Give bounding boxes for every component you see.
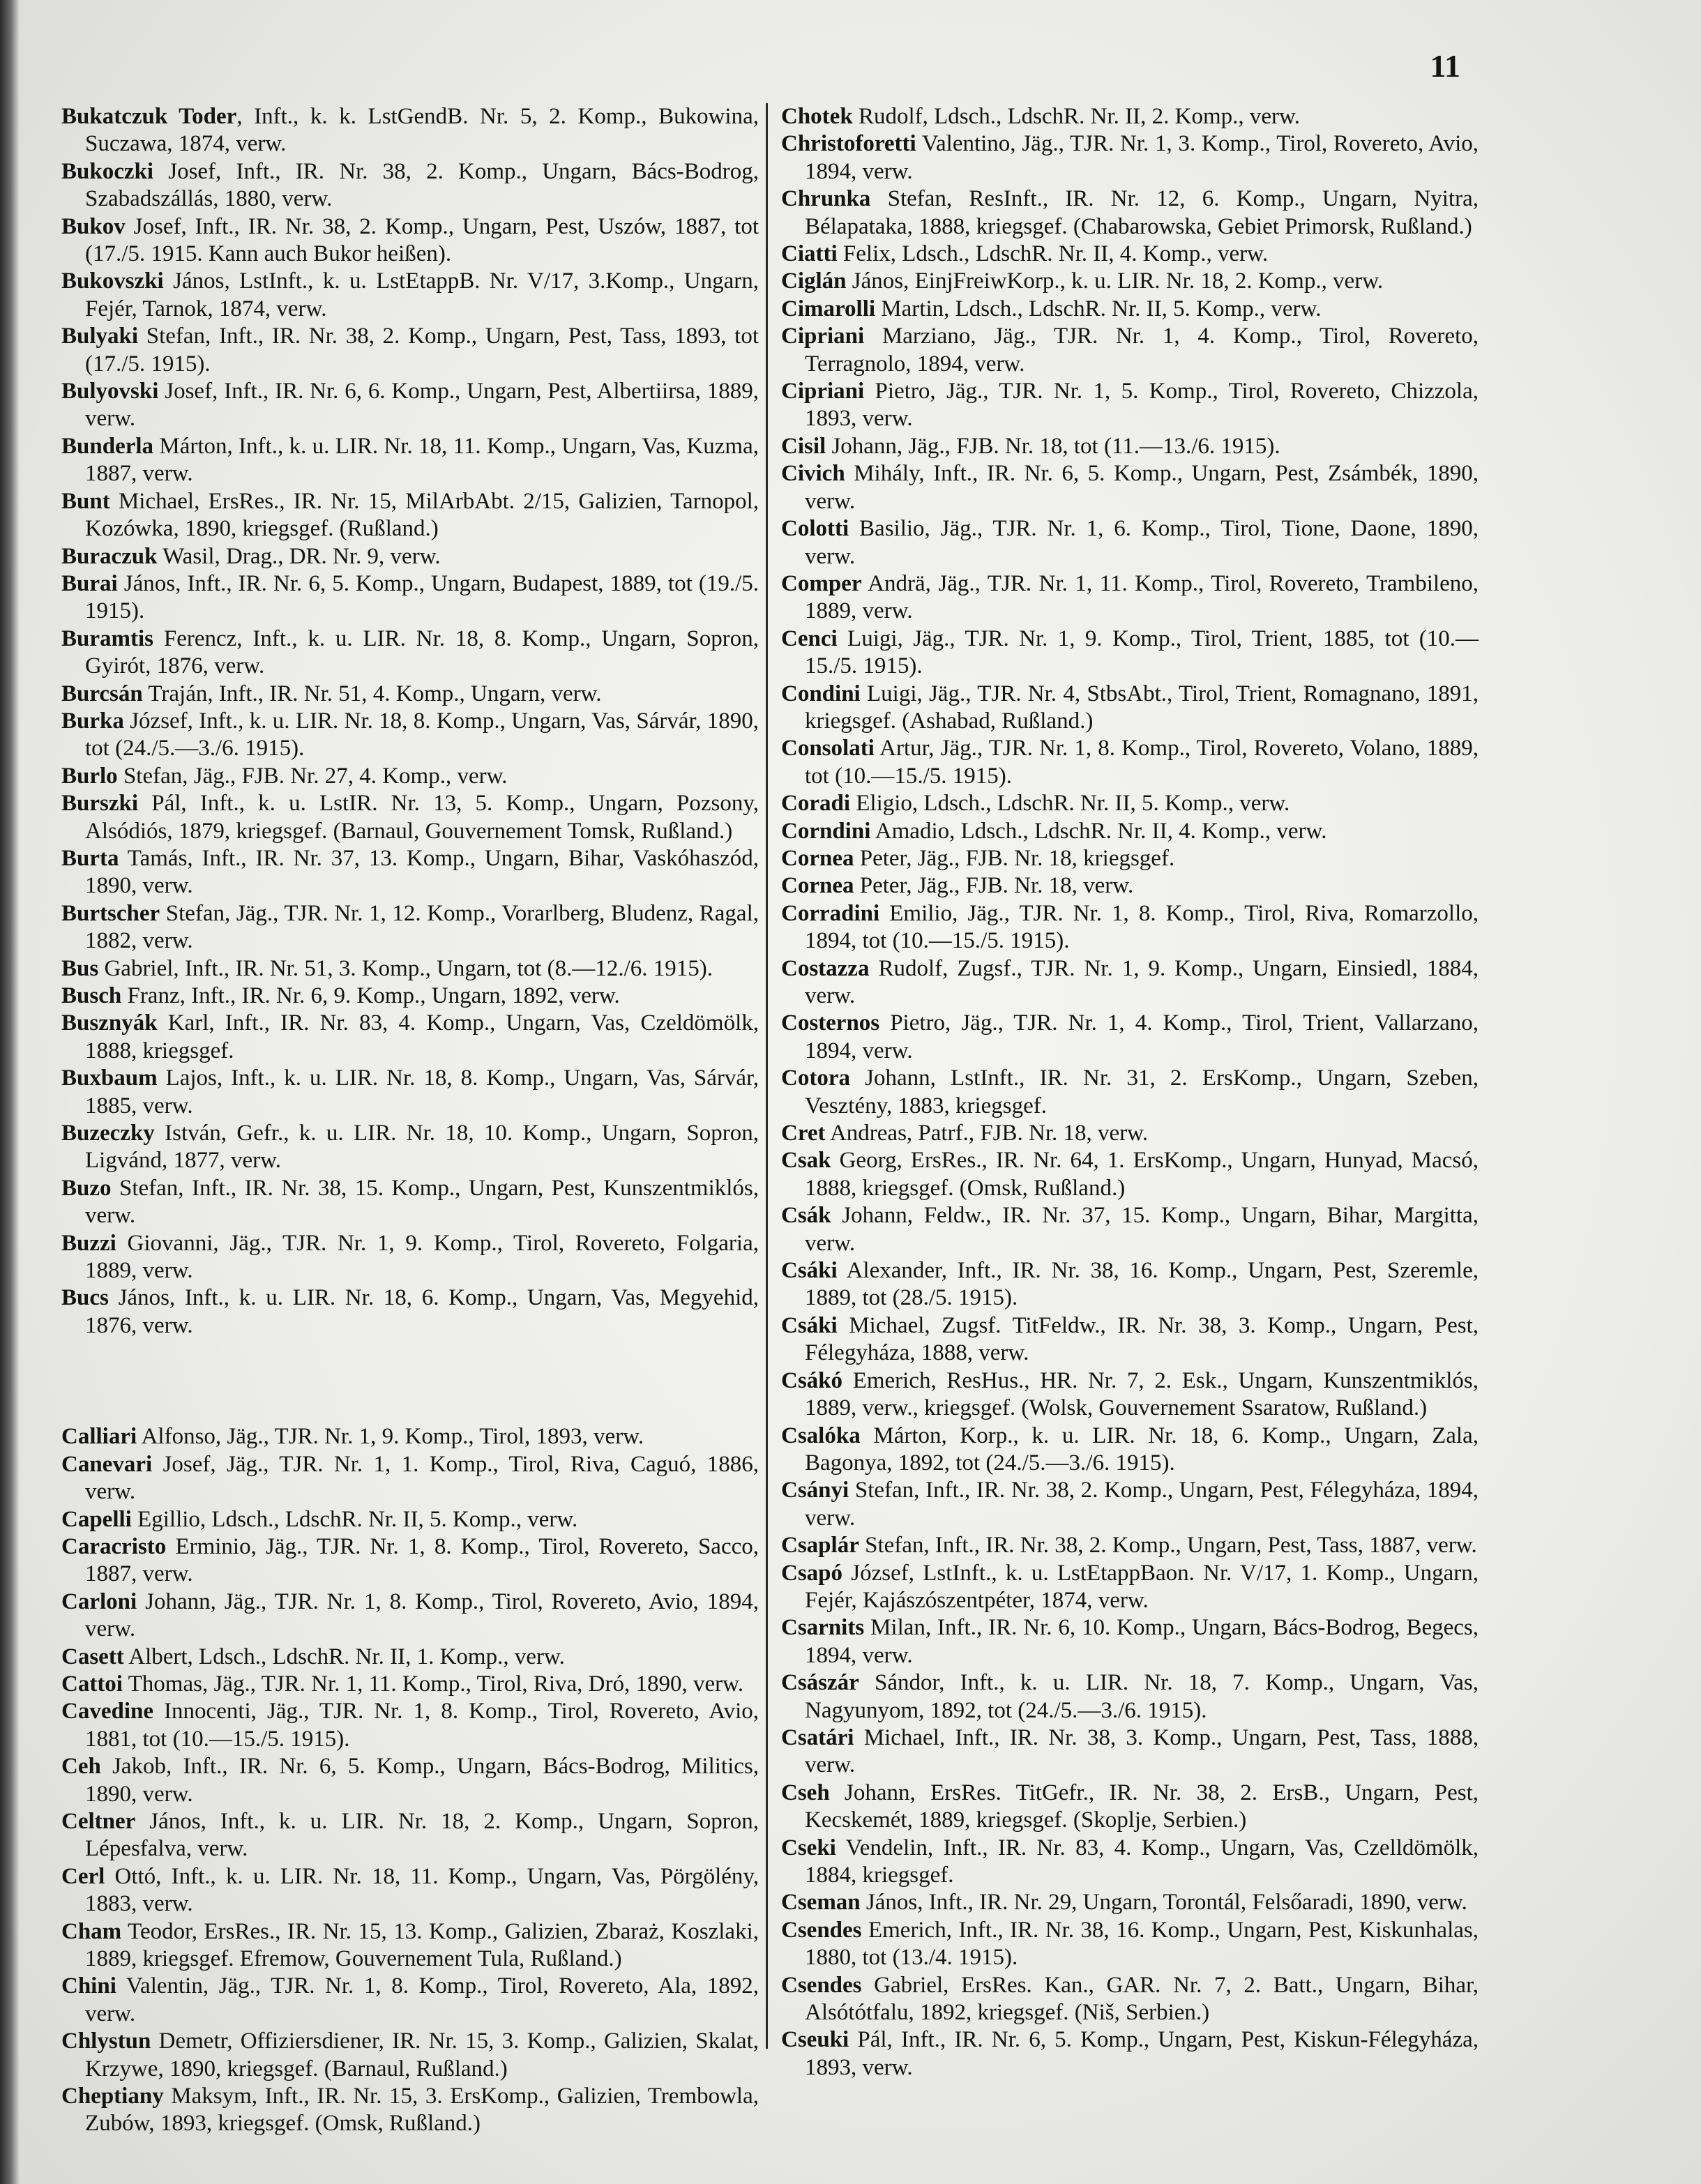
entry-surname: Csalóka — [781, 1423, 861, 1448]
list-entry — [61, 1120, 759, 1175]
entry-details: Pietro, Jäg., TJR. Nr. 1, 4. Komp., Tirol, Trient, Vallarzano, 1894, verw. — [805, 1010, 1479, 1063]
entry-details: Pál, Inft., IR. Nr. 6, 5. Komp., Ungarn, Pest, Kiskun-Félegyháza, 1893, verw. — [805, 2027, 1479, 2080]
entry-surname: Bukov — [61, 213, 126, 239]
list-entry — [781, 1120, 1479, 1147]
list-entry — [61, 708, 759, 763]
entry-surname: Cerl — [61, 1863, 105, 1889]
list-entry — [781, 323, 1479, 378]
entry-details: Luigi, Jäg., TJR. Nr. 1, 9. Komp., Tirol, Trient, 1885, tot (10.—15./5. 1915). — [805, 625, 1479, 679]
entry-details: Emerich, ResHus., HR. Nr. 7, 2. Esk., Ungarn, Kunszentmiklós, 1889, verw., kriegsgef. (Wolsk, Gouvernement Ssaratow, Rußland.) — [805, 1367, 1479, 1421]
list-entry — [61, 1423, 759, 1450]
list-entry — [781, 818, 1479, 845]
entry-details: Giovanni, Jäg., TJR. Nr. 1, 9. Komp., Tirol, Rovereto, Folgaria, 1889, verw. — [85, 1230, 759, 1284]
right-column-entries — [781, 103, 1479, 2081]
list-entry — [61, 1698, 759, 1753]
entry-surname: Comper — [781, 570, 862, 596]
entry-details: Maksym, Inft., IR. Nr. 15, 3. ErsKomp., Galizien, Trembowla, Zubów, 1893, kriegsgef. (Omsk, Rußland.) — [85, 2084, 759, 2137]
entry-details: Martin, Ldsch., LdschR. Nr. II, 5. Komp., verw. — [875, 296, 1322, 321]
entry-details: József, Inft., k. u. LIR. Nr. 18, 8. Komp., Ungarn, Vas, Sárvár, 1890, tot (24./5.—3./6. 1915). — [85, 708, 759, 761]
entry-details: Stefan, Inft., IR. Nr. 38, 2. Komp., Ungarn, Pest, Félegyháza, 1894, verw. — [805, 1478, 1479, 1531]
entry-surname: Chrunka — [781, 186, 871, 212]
list-entry — [61, 790, 759, 845]
list-entry — [781, 515, 1479, 570]
entry-details: , Inft., k. k. LstGendB. Nr. 5, 2. Komp., Bukowina, Suczawa, 1874, verw. — [85, 104, 759, 157]
entry-details: Josef, Inft., IR. Nr. 6, 6. Komp., Ungarn, Pest, Albertiirsa, 1889, verw. — [85, 379, 759, 432]
entry-details: Stefan, Jäg., FJB. Nr. 27, 4. Komp., verw. — [117, 763, 508, 789]
entry-details: Sándor, Inft., k. u. LIR. Nr. 18, 7. Komp., Ungarn, Vas, Nagyunyom, 1892, tot (24./5.—3./6. 1915). — [805, 1670, 1479, 1723]
list-entry — [781, 130, 1479, 185]
entry-surname: Ciglán — [781, 268, 847, 294]
entry-details: Pál, Inft., k. u. LstIR. Nr. 13, 5. Komp., Ungarn, Pozsony, Alsódiós, 1879, kriegsgef. (Barnaul, Gouvernement Tomsk, Rußland.) — [85, 791, 759, 844]
entry-details: Johann, LstInft., IR. Nr. 31, 2. ErsKomp., Ungarn, Szeben, Vesztény, 1883, kriegsgef. — [805, 1066, 1479, 1118]
list-entry — [781, 955, 1479, 1010]
entry-surname: Civich — [781, 461, 845, 487]
entry-surname: Casett — [61, 1644, 124, 1669]
entry-surname: Cham — [61, 1918, 122, 1944]
list-entry — [61, 1918, 759, 1973]
list-entry — [61, 543, 759, 570]
entry-details: István, Gefr., k. u. LIR. Nr. 18, 10. Komp., Ungarn, Sopron, Ligvánd, 1877, verw. — [85, 1121, 759, 1174]
list-entry — [781, 1724, 1479, 1780]
entry-surname: Caracristo — [61, 1533, 167, 1559]
section-gap — [61, 1340, 759, 1423]
entry-surname: Cornea — [781, 845, 854, 871]
entry-surname: Colotti — [781, 516, 849, 542]
entry-surname: Cotora — [781, 1066, 850, 1091]
entry-surname: Cheptiany — [61, 2084, 164, 2109]
entry-surname: Csányi — [781, 1478, 849, 1503]
entry-details: Artur, Jäg., TJR. Nr. 1, 8. Komp., Tirol, Rovereto, Volano, 1889, tot (10.—15./5. 1915). — [805, 736, 1479, 789]
entry-details: János, Inft., IR. Nr. 6, 5. Komp., Ungarn, Budapest, 1889, tot (19./5. 1915). — [85, 570, 759, 624]
entry-details: Jakob, Inft., IR. Nr. 6, 5. Komp., Ungarn, Bács-Bodrog, Militics, 1890, verw. — [85, 1754, 759, 1807]
list-entry — [781, 1560, 1479, 1615]
entry-details: Stefan, Inft., IR. Nr. 38, 15. Komp., Ungarn, Pest, Kunszentmiklós, verw. — [85, 1175, 759, 1229]
list-entry — [781, 1257, 1479, 1312]
list-entry — [781, 1532, 1479, 1559]
entry-details: Lajos, Inft., k. u. LIR. Nr. 18, 8. Komp., Ungarn, Vas, Sárvár, 1885, verw. — [85, 1066, 759, 1118]
list-entry — [61, 1588, 759, 1644]
entry-details: Emilio, Jäg., TJR. Nr. 1, 8. Komp., Tirol, Riva, Romarzollo, 1894, tot (10.—15./5. 1915). — [805, 900, 1479, 954]
list-entry — [61, 2083, 759, 2138]
entry-details: Teodor, ErsRes., IR. Nr. 15, 13. Komp., Galizien, Zbaraż, Koszlaki, 1889, kriegsgef. Efremow, Gouvernement Tula, Rußland.) — [85, 1918, 759, 1971]
entry-surname: Csákó — [781, 1367, 843, 1393]
entry-surname: Burta — [61, 845, 119, 871]
entry-surname: Bukovszki — [61, 268, 164, 294]
list-entry — [781, 1477, 1479, 1532]
entry-surname: Busznyák — [61, 1010, 158, 1036]
entry-surname: Ceh — [61, 1754, 101, 1780]
entry-surname: Bukatczuk Toder — [61, 104, 237, 129]
entry-details: Emerich, Inft., IR. Nr. 38, 16. Komp., Ungarn, Pest, Kiskunhalas, 1880, tot (13./4. 1915). — [805, 1917, 1479, 1971]
list-entry — [61, 488, 759, 543]
list-entry — [61, 763, 759, 790]
list-entry — [781, 460, 1479, 515]
entry-surname: Bus — [61, 955, 99, 981]
entry-surname: Chotek — [781, 104, 853, 129]
list-entry — [61, 1863, 759, 1918]
entry-details: Valentin, Jäg., TJR. Nr. 1, 8. Komp., Tirol, Rovereto, Ala, 1892, verw. — [85, 1973, 759, 2026]
entry-details: Ottó, Inft., k. u. LIR. Nr. 18, 11. Komp., Ungarn, Vas, Pörgölény, 1883, verw. — [85, 1863, 759, 1917]
list-entry — [61, 268, 759, 323]
entry-details: Mihály, Inft., IR. Nr. 6, 5. Komp., Ungarn, Pest, Zsámbék, 1890, verw. — [805, 461, 1479, 514]
entry-details: Johann, Feldw., IR. Nr. 37, 15. Komp., Ungarn, Bihar, Margitta, verw. — [805, 1203, 1479, 1256]
list-entry — [781, 2026, 1479, 2081]
entry-details: Basilio, Jäg., TJR. Nr. 1, 6. Komp., Tirol, Tione, Daone, 1890, verw. — [805, 516, 1479, 569]
entry-surname: Csaplár — [781, 1533, 859, 1559]
list-entry — [781, 625, 1479, 681]
list-entry — [61, 845, 759, 900]
entry-surname: Chini — [61, 1973, 116, 1999]
entry-details: Innocenti, Jäg., TJR. Nr. 1, 8. Komp., Tirol, Rovereto, Avio, 1881, tot (10.—15./5. 1915). — [85, 1699, 759, 1752]
entry-details: Michael, ErsRes., IR. Nr. 15, MilArbAbt. 2/15, Galizien, Tarnopol, Kozówka, 1890, kriegsgef. (Rußland.) — [85, 488, 759, 542]
entry-surname: Burtscher — [61, 900, 160, 926]
entry-details: Márton, Korp., k. u. LIR. Nr. 18, 6. Komp., Ungarn, Zala, Bagonya, 1892, tot (24./5.—3./6. 1915). — [805, 1423, 1479, 1476]
list-entry — [781, 1614, 1479, 1669]
list-entry — [781, 1010, 1479, 1065]
list-entry — [781, 1423, 1479, 1478]
entry-surname: Cavedine — [61, 1699, 153, 1724]
entry-surname: Cornea — [781, 873, 854, 899]
entry-details: Rudolf, Zugsf., TJR. Nr. 1, 9. Komp., Ungarn, Einsiedl, 1884, verw. — [805, 955, 1479, 1008]
entry-surname: Cisil — [781, 433, 826, 459]
entry-surname: Csáki — [781, 1312, 838, 1338]
entry-details: Andreas, Patrf., FJB. Nr. 18, verw. — [825, 1121, 1149, 1146]
list-entry — [781, 1312, 1479, 1367]
entry-surname: Busch — [61, 983, 122, 1008]
entry-surname: Cattoi — [61, 1671, 123, 1697]
left-column-entries-c — [61, 1423, 759, 2138]
entry-surname: Bulyaki — [61, 324, 139, 349]
list-entry — [781, 1835, 1479, 1890]
list-entry — [781, 1202, 1479, 1257]
entry-surname: Cret — [781, 1121, 826, 1146]
list-entry — [781, 268, 1479, 295]
list-entry — [61, 570, 759, 625]
entry-surname: Buramtis — [61, 625, 153, 651]
entry-surname: Cipriani — [781, 379, 865, 404]
entry-details: Erminio, Jäg., TJR. Nr. 1, 8. Komp., Tirol, Rovereto, Sacco, 1887, verw. — [85, 1533, 759, 1587]
entry-surname: Calliari — [61, 1424, 137, 1450]
entry-details: Eligio, Ldsch., LdschR. Nr. II, 5. Komp., verw. — [850, 791, 1290, 817]
list-entry — [781, 681, 1479, 736]
list-entry — [781, 1065, 1479, 1120]
entry-surname: Canevari — [61, 1451, 153, 1477]
list-entry — [61, 955, 759, 983]
page-binding-shadow — [0, 0, 20, 2184]
entry-surname: Császár — [781, 1670, 859, 1696]
list-entry — [781, 1367, 1479, 1423]
entry-details: Johann, ErsRes. TitGefr., IR. Nr. 38, 2. ErsB., Ungarn, Pest, Kecskemét, 1889, kriegsgef. (Skoplje, Serbien.) — [805, 1780, 1479, 1833]
entry-surname: Cenci — [781, 625, 838, 651]
entry-details: Valentino, Jäg., TJR. Nr. 1, 3. Komp., Tirol, Rovereto, Avio, 1894, verw. — [805, 131, 1479, 184]
entry-details: Traján, Inft., IR. Nr. 51, 4. Komp., Ungarn, verw. — [142, 681, 602, 706]
list-entry — [781, 241, 1479, 268]
list-entry — [61, 158, 759, 213]
entry-surname: Burlo — [61, 763, 118, 789]
list-entry — [781, 296, 1479, 323]
entry-surname: Csáki — [781, 1258, 838, 1284]
list-entry — [781, 1917, 1479, 1972]
list-entry — [61, 1230, 759, 1285]
entry-details: János, Inft., IR. Nr. 29, Ungarn, Torontál, Felsőaradi, 1890, verw. — [860, 1890, 1467, 1916]
list-entry — [781, 845, 1479, 872]
list-entry — [781, 872, 1479, 900]
entry-surname: Burai — [61, 570, 118, 596]
entry-surname: Bulyovski — [61, 379, 159, 404]
entry-details: Amadio, Ldsch., LdschR. Nr. II, 4. Komp., verw. — [870, 818, 1327, 844]
entry-details: Karl, Inft., IR. Nr. 83, 4. Komp., Ungarn, Vas, Czeldömölk, 1888, kriegsgef. — [85, 1010, 759, 1063]
entry-surname: Burszki — [61, 791, 139, 817]
entry-details: János, EinjFreiwKorp., k. u. LIR. Nr. 18, 2. Komp., verw. — [846, 268, 1384, 294]
entry-surname: Burcsán — [61, 681, 143, 706]
entry-details: János, LstInft., k. u. LstEtappB. Nr. V/17, 3.Komp., Ungarn, Fejér, Tarnok, 1874, verw. — [85, 268, 759, 321]
entry-surname: Csak — [781, 1148, 831, 1174]
entry-surname: Buzeczky — [61, 1121, 155, 1146]
list-entry — [781, 1889, 1479, 1916]
entry-surname: Buraczuk — [61, 543, 158, 569]
list-entry — [61, 1753, 759, 1808]
list-entry — [61, 1175, 759, 1230]
entry-details: Ferencz, Inft., k. u. LIR. Nr. 18, 8. Komp., Ungarn, Sopron, Gyirót, 1876, verw. — [85, 625, 759, 679]
entry-details: Wasil, Drag., DR. Nr. 9, verw. — [157, 543, 441, 569]
entry-details: Gabriel, Inft., IR. Nr. 51, 3. Komp., Ungarn, tot (8.—12./6. 1915). — [98, 955, 713, 981]
entry-surname: Cipriani — [781, 324, 865, 349]
entry-surname: Coradi — [781, 791, 850, 817]
list-entry — [61, 378, 759, 433]
entry-surname: Buxbaum — [61, 1066, 158, 1091]
list-entry — [781, 433, 1479, 460]
entry-details: Josef, Inft., IR. Nr. 38, 2. Komp., Ungarn, Bács-Bodrog, Szabadszállás, 1880, verw. — [85, 158, 759, 212]
entry-details: Thomas, Jäg., TJR. Nr. 1, 11. Komp., Tirol, Riva, Dró, 1890, verw. — [122, 1671, 744, 1697]
entry-surname: Csendes — [781, 1917, 862, 1943]
entry-surname: Costernos — [781, 1010, 880, 1036]
entry-surname: Carloni — [61, 1588, 137, 1614]
entry-details: Albert, Ldsch., LdschR. Nr. II, 1. Komp., verw. — [123, 1644, 565, 1669]
left-column — [61, 103, 759, 2138]
entry-details: Georg, ErsRes., IR. Nr. 64, 1. ErsKomp., Ungarn, Hunyad, Macsó, 1888, kriegsgef. (Omsk, Rußland.) — [805, 1148, 1479, 1201]
left-column-entries-b — [61, 103, 759, 1340]
list-entry — [61, 433, 759, 488]
entry-details: Milan, Inft., IR. Nr. 6, 10. Komp., Ungarn, Bács-Bodrog, Begecs, 1894, verw. — [805, 1615, 1479, 1668]
entry-surname: Celtner — [61, 1808, 136, 1834]
list-entry — [61, 1808, 759, 1863]
entry-details: Josef, Inft., IR. Nr. 38, 2. Komp., Ungarn, Pest, Uszów, 1887, tot (17./5. 1915. Kann auch Bukor heißen). — [85, 213, 759, 267]
list-entry — [61, 1284, 759, 1340]
list-entry — [61, 1506, 759, 1533]
entry-surname: Csák — [781, 1203, 831, 1229]
entry-surname: Cimarolli — [781, 296, 876, 321]
entry-surname: Bunt — [61, 488, 110, 514]
list-entry — [781, 570, 1479, 625]
entry-surname: Cseh — [781, 1780, 830, 1805]
entry-details: Alexander, Inft., IR. Nr. 38, 16. Komp., Ungarn, Pest, Szeremle, 1889, tot (28./5. 1915). — [805, 1258, 1479, 1311]
list-entry — [61, 1644, 759, 1671]
entry-details: Felix, Ldsch., LdschR. Nr. II, 4. Komp., verw. — [837, 241, 1269, 267]
entry-surname: Condini — [781, 681, 861, 706]
entry-details: Gabriel, ErsRes. Kan., GAR. Nr. 7, 2. Batt., Ungarn, Bihar, Alsótótfalu, 1892, kriegsgef. (Niš, Serbien.) — [805, 1972, 1479, 2026]
entry-surname: Ciatti — [781, 241, 838, 267]
entry-surname: Buzzi — [61, 1230, 116, 1256]
entry-details: Andrä, Jäg., TJR. Nr. 1, 11. Komp., Tirol, Rovereto, Trambileno, 1889, verw. — [805, 570, 1479, 624]
list-entry — [61, 983, 759, 1010]
entry-details: Stefan, ResInft., IR. Nr. 12, 6. Komp., Ungarn, Nyitra, Bélapataka, 1888, kriegsgef. (Chabarowska, Gebiet Primorsk, Rußland.) — [805, 186, 1479, 239]
entry-details: Johann, Jäg., FJB. Nr. 18, tot (11.—13./6. 1915). — [826, 433, 1280, 459]
entry-surname: Costazza — [781, 955, 870, 981]
entry-surname: Cseuki — [781, 2027, 849, 2053]
entry-surname: Csendes — [781, 1972, 862, 1998]
entry-details: József, LstInft., k. u. LstEtappBaon. Nr. V/17, 1. Komp., Ungarn, Fejér, Kajászószentpéter, 1874, verw. — [805, 1560, 1479, 1613]
entry-surname: Cseki — [781, 1835, 836, 1860]
column-divider — [766, 103, 768, 2049]
entry-details: János, Inft., k. u. LIR. Nr. 18, 2. Komp., Ungarn, Sopron, Lépesfalva, verw. — [85, 1808, 759, 1862]
entry-details: Egillio, Ldsch., LdschR. Nr. II, 5. Komp., verw. — [131, 1506, 578, 1532]
entry-surname: Christoforetti — [781, 131, 916, 157]
entry-details: Tamás, Inft., IR. Nr. 37, 13. Komp., Ungarn, Bihar, Vaskóhaszód, 1890, verw. — [85, 845, 759, 899]
entry-details: Michael, Inft., IR. Nr. 38, 3. Komp., Ungarn, Pest, Tass, 1888, verw. — [805, 1724, 1479, 1778]
entry-details: Johann, Jäg., TJR. Nr. 1, 8. Komp., Tirol, Rovereto, Avio, 1894, verw. — [85, 1588, 759, 1642]
list-entry — [61, 1065, 759, 1120]
entry-details: Pietro, Jäg., TJR. Nr. 1, 5. Komp., Tirol, Rovereto, Chizzola, 1893, verw. — [805, 379, 1479, 432]
list-entry — [781, 1780, 1479, 1835]
entry-details: János, Inft., k. u. LIR. Nr. 18, 6. Komp., Ungarn, Vas, Megyehid, 1876, verw. — [85, 1285, 759, 1338]
entry-surname: Bukoczki — [61, 158, 154, 184]
entry-details: Marziano, Jäg., TJR. Nr. 1, 4. Komp., Tirol, Rovereto, Terragnolo, 1894, verw. — [805, 324, 1479, 377]
entry-details: Josef, Jäg., TJR. Nr. 1, 1. Komp., Tirol, Riva, Caguó, 1886, verw. — [85, 1451, 759, 1505]
entry-surname: Csarnits — [781, 1615, 865, 1641]
entry-surname: Bunderla — [61, 433, 154, 459]
entry-details: Vendelin, Inft., IR. Nr. 83, 4. Komp., Ungarn, Vas, Czelldömölk, 1884, kriegsgef. — [805, 1835, 1479, 1888]
list-entry — [61, 323, 759, 378]
entry-surname: Chlystun — [61, 2028, 151, 2054]
entry-surname: Csapó — [781, 1560, 843, 1586]
list-entry — [781, 900, 1479, 955]
entry-details: Peter, Jäg., FJB. Nr. 18, verw. — [854, 873, 1134, 899]
entry-details: Luigi, Jäg., TJR. Nr. 4, StbsAbt., Tirol, Trient, Romagnano, 1891, kriegsgef. (Ashabad, Rußland.) — [805, 681, 1479, 734]
list-entry — [781, 1972, 1479, 2027]
list-entry — [61, 625, 759, 681]
entry-details: Márton, Inft., k. u. LIR. Nr. 18, 11. Komp., Ungarn, Vas, Kuzma, 1887, verw. — [85, 433, 759, 487]
list-entry — [781, 103, 1479, 130]
list-entry — [61, 1451, 759, 1506]
list-entry — [61, 2028, 759, 2083]
entry-details: Rudolf, Ldsch., LdschR. Nr. II, 2. Komp., verw. — [852, 104, 1300, 129]
entry-surname: Consolati — [781, 736, 875, 761]
entry-details: Demetr, Offiziersdiener, IR. Nr. 15, 3. Komp., Galizien, Skalat, Krzywe, 1890, kriegsgef. (Barnaul, Rußland.) — [85, 2028, 759, 2081]
list-entry — [61, 900, 759, 955]
entry-details: Franz, Inft., IR. Nr. 6, 9. Komp., Ungarn, 1892, verw. — [121, 983, 620, 1008]
entry-details: Alfonso, Jäg., TJR. Nr. 1, 9. Komp., Tirol, 1893, verw. — [137, 1424, 644, 1450]
entry-surname: Capelli — [61, 1506, 132, 1532]
list-entry — [61, 681, 759, 708]
entry-details: Stefan, Jäg., TJR. Nr. 1, 12. Komp., Vorarlberg, Bludenz, Ragal, 1882, verw. — [85, 900, 759, 954]
list-entry — [61, 1533, 759, 1588]
list-entry — [781, 1669, 1479, 1724]
entry-surname: Cseman — [781, 1890, 861, 1916]
list-entry — [61, 103, 759, 158]
list-entry — [61, 213, 759, 268]
list-entry — [781, 1147, 1479, 1202]
list-entry — [61, 1010, 759, 1065]
entry-surname: Burka — [61, 708, 124, 734]
entry-surname: Buzo — [61, 1175, 112, 1201]
list-entry — [781, 185, 1479, 241]
entry-details: Peter, Jäg., FJB. Nr. 18, kriegsgef. — [854, 845, 1175, 871]
entry-details: Michael, Zugsf. TitFeldw., IR. Nr. 38, 3. Komp., Ungarn, Pest, Félegyháza, 1888, verw. — [805, 1312, 1479, 1366]
list-entry — [781, 735, 1479, 790]
entry-surname: Corradini — [781, 900, 880, 926]
page-number: 11 — [1430, 48, 1460, 84]
entry-details: Stefan, Inft., IR. Nr. 38, 2. Komp., Ungarn, Pest, Tass, 1887, verw. — [859, 1533, 1477, 1559]
list-entry — [781, 790, 1479, 817]
entry-details: Stefan, Inft., IR. Nr. 38, 2. Komp., Ungarn, Pest, Tass, 1893, tot (17./5. 1915). — [85, 324, 759, 377]
entry-surname: Corndini — [781, 818, 871, 844]
entry-surname: Csatári — [781, 1724, 854, 1750]
list-entry — [61, 1973, 759, 2028]
entry-surname: Bucs — [61, 1285, 109, 1311]
list-entry — [781, 378, 1479, 433]
list-entry — [61, 1671, 759, 1698]
right-column — [781, 103, 1479, 2081]
